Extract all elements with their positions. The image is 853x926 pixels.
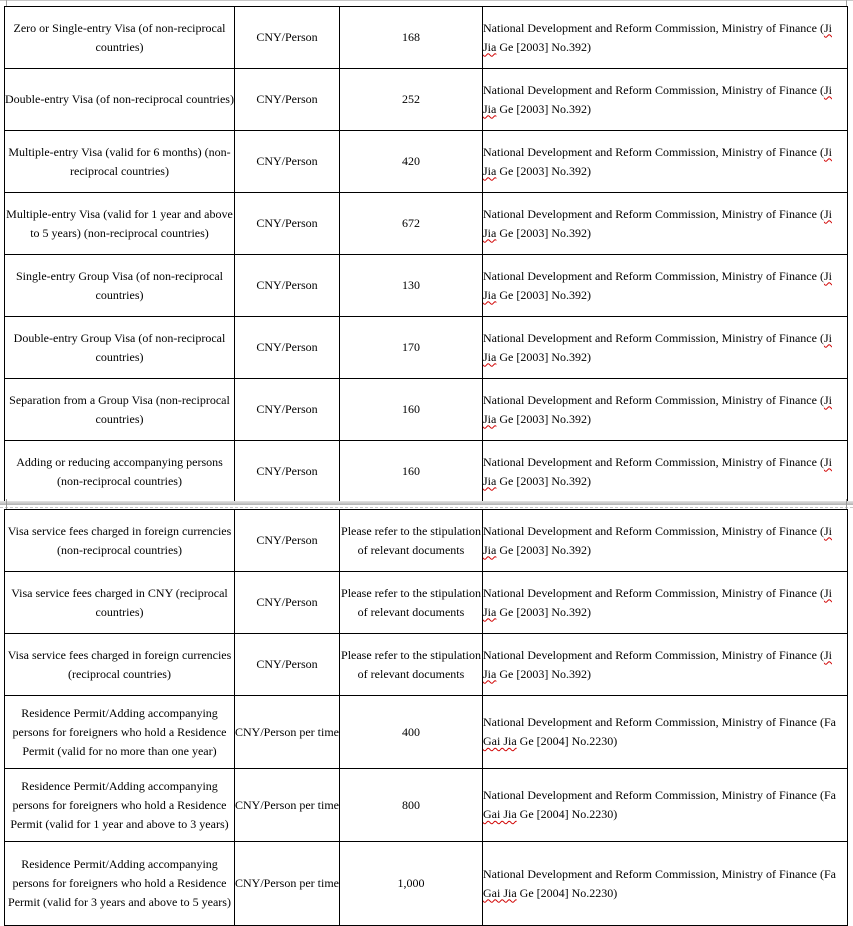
charge-unit-cell[interactable] bbox=[235, 131, 340, 193]
fee-item-cell[interactable] bbox=[5, 842, 235, 926]
fee-amount-text: 160 bbox=[402, 402, 420, 416]
fee-amount-text: 160 bbox=[402, 464, 420, 478]
basis-cell[interactable] bbox=[483, 255, 848, 317]
basis-cell[interactable] bbox=[483, 379, 848, 441]
spellcheck-flagged-text[interactable]: Ji Jia bbox=[483, 454, 832, 488]
table-row bbox=[5, 255, 848, 317]
basis-text-prefix: National Development and Reform Commission, Ministry of Finance ( bbox=[483, 330, 824, 345]
page-corner-mark-left bbox=[0, 499, 7, 509]
table-row bbox=[5, 634, 848, 696]
charge-unit-cell[interactable] bbox=[235, 634, 340, 696]
fee-item-text: Multiple-entry Visa (valid for 1 year and above to 5 years) (non-reciprocal countries) bbox=[6, 206, 233, 240]
basis-cell[interactable] bbox=[483, 317, 848, 379]
basis-cell[interactable] bbox=[483, 131, 848, 193]
fee-item-text: Zero or Single-entry Visa (of non-reciprocal countries) bbox=[13, 20, 226, 54]
fee-amount-cell[interactable] bbox=[340, 510, 483, 572]
charge-unit-text: CNY/Person bbox=[256, 595, 318, 609]
charge-unit-cell[interactable] bbox=[235, 379, 340, 441]
charge-unit-cell[interactable] bbox=[235, 769, 340, 842]
fee-item-text: Visa service fees charged in foreign currencies (non-reciprocal countries) bbox=[7, 523, 232, 557]
fee-amount-cell[interactable] bbox=[340, 572, 483, 634]
fee-item-cell[interactable] bbox=[5, 69, 235, 131]
charge-unit-text: CNY/Person per time bbox=[235, 797, 339, 812]
table-row bbox=[5, 7, 848, 69]
fee-item-cell[interactable] bbox=[5, 7, 235, 69]
page-break bbox=[0, 499, 853, 509]
table-row bbox=[5, 696, 848, 769]
charge-unit-text: CNY/Person bbox=[256, 154, 318, 168]
charge-unit-text: CNY/Person bbox=[256, 30, 318, 44]
table-row bbox=[5, 69, 848, 131]
basis-cell[interactable] bbox=[483, 510, 848, 572]
charge-unit-cell[interactable] bbox=[235, 7, 340, 69]
fee-item-text: Single-entry Group Visa (of non-reciprocal countries) bbox=[16, 268, 223, 302]
spellcheck-flagged-text[interactable]: Gai Jia bbox=[483, 734, 517, 748]
basis-cell[interactable] bbox=[483, 842, 848, 926]
fee-item-text: Visa service fees charged in foreign currencies (reciprocal countries) bbox=[7, 647, 232, 681]
basis-cell[interactable] bbox=[483, 7, 848, 69]
fee-amount-text: 400 bbox=[402, 724, 420, 739]
fee-item-cell[interactable] bbox=[5, 696, 235, 769]
table-row bbox=[5, 379, 848, 441]
fee-amount-text: 252 bbox=[402, 92, 420, 106]
fee-amount-text: Please refer to the stipulation of relevant documents bbox=[341, 523, 481, 557]
spellcheck-flagged-text[interactable]: Gai Jia bbox=[483, 807, 517, 821]
fee-item-cell[interactable] bbox=[5, 255, 235, 317]
basis-cell[interactable] bbox=[483, 769, 848, 842]
charge-unit-text: CNY/Person bbox=[256, 533, 318, 547]
table-row bbox=[5, 193, 848, 255]
spellcheck-flagged-text[interactable]: Ji Jia bbox=[483, 268, 832, 302]
fee-amount-cell[interactable] bbox=[340, 441, 483, 503]
basis-cell[interactable] bbox=[483, 634, 848, 696]
table-row bbox=[5, 510, 848, 572]
charge-unit-text: CNY/Person per time bbox=[235, 876, 339, 890]
fee-item-text: Separation from a Group Visa (non-reciprocal countries) bbox=[9, 392, 230, 426]
fee-amount-cell[interactable] bbox=[340, 696, 483, 769]
fee-amount-text: 420 bbox=[402, 154, 420, 168]
basis-cell[interactable] bbox=[483, 696, 848, 769]
basis-text-suffix: Ge [2003] No.392) bbox=[496, 163, 591, 178]
basis-text-suffix: Ge [2004] No.2230) bbox=[516, 885, 618, 900]
fee-item-cell[interactable] bbox=[5, 379, 235, 441]
fee-amount-text: 168 bbox=[402, 30, 420, 44]
fee-item-text: Adding or reducing accompanying persons (non-reciprocal countries) bbox=[16, 454, 223, 488]
charge-unit-cell[interactable] bbox=[235, 255, 340, 317]
basis-text-suffix: Ge [2004] No.2230) bbox=[516, 807, 618, 821]
fee-item-cell[interactable] bbox=[5, 510, 235, 572]
fee-item-cell[interactable] bbox=[5, 634, 235, 696]
basis-text-prefix: National Development and Reform Commission, Ministry of Finance ( bbox=[483, 144, 824, 159]
charge-unit-cell[interactable] bbox=[235, 842, 340, 926]
basis-text-suffix: Ge [2003] No.392) bbox=[496, 225, 591, 240]
basis-text-suffix: Ge [2003] No.392) bbox=[496, 666, 591, 681]
table-row bbox=[5, 317, 848, 379]
fee-item-text: Residence Permit/Adding accompanying persons for foreigners who hold a Residence Permit (valid for no more than one year) bbox=[12, 705, 227, 758]
charge-unit-text: CNY/Person bbox=[256, 92, 318, 106]
fee-item-cell[interactable] bbox=[5, 193, 235, 255]
fee-item-text: Double-entry Visa (of non-reciprocal countries) bbox=[5, 92, 234, 106]
charge-unit-cell[interactable] bbox=[235, 69, 340, 131]
charge-unit-text: CNY/Person bbox=[256, 464, 318, 478]
fee-item-cell[interactable] bbox=[5, 441, 235, 503]
basis-text-suffix: Ge [2003] No.392) bbox=[496, 604, 591, 619]
fee-amount-text: Please refer to the stipulation of relevant documents bbox=[341, 647, 481, 681]
basis-text-suffix: Ge [2003] No.392) bbox=[496, 101, 591, 116]
fee-item-text: Multiple-entry Visa (valid for 6 months) (non-reciprocal countries) bbox=[8, 144, 231, 178]
table-row bbox=[5, 441, 848, 503]
fee-amount-cell[interactable] bbox=[340, 769, 483, 842]
charge-unit-cell[interactable] bbox=[235, 696, 340, 769]
spellcheck-flagged-text[interactable]: Ji Jia bbox=[483, 206, 832, 240]
basis-text-prefix: National Development and Reform Commission, Ministry of Finance ( bbox=[483, 454, 824, 469]
basis-text-prefix: National Development and Reform Commission, Ministry of Finance ( bbox=[483, 82, 824, 97]
basis-text-prefix: National Development and Reform Commission, Ministry of Finance (Fa bbox=[483, 866, 836, 881]
basis-text-prefix: National Development and Reform Commission, Ministry of Finance ( bbox=[483, 523, 824, 538]
basis-text-suffix: Ge [2003] No.392) bbox=[496, 473, 591, 488]
spellcheck-flagged-text[interactable]: Ji Jia bbox=[483, 523, 832, 557]
fee-table-page-2 bbox=[4, 509, 848, 926]
fee-item-cell[interactable] bbox=[5, 572, 235, 634]
basis-text-prefix: National Development and Reform Commission, Ministry of Finance ( bbox=[483, 647, 824, 662]
page-corner-mark-right bbox=[846, 499, 853, 509]
charge-unit-cell[interactable] bbox=[235, 441, 340, 503]
basis-text-prefix: National Development and Reform Commission, Ministry of Finance ( bbox=[483, 268, 824, 283]
charge-unit-text: CNY/Person bbox=[256, 402, 318, 416]
charge-unit-text: CNY/Person bbox=[256, 340, 318, 354]
charge-unit-text: CNY/Person bbox=[256, 216, 318, 230]
basis-cell[interactable] bbox=[483, 69, 848, 131]
spellcheck-flagged-text[interactable]: Gai Jia bbox=[483, 885, 517, 900]
fee-amount-text: 1,000 bbox=[397, 876, 425, 890]
charge-unit-cell[interactable] bbox=[235, 193, 340, 255]
spellcheck-flagged-text[interactable]: Ji Jia bbox=[483, 144, 832, 178]
table-row bbox=[5, 842, 848, 926]
basis-cell[interactable] bbox=[483, 193, 848, 255]
fee-item-text: Double-entry Group Visa (of non-reciprocal countries) bbox=[13, 330, 226, 364]
spellcheck-flagged-text[interactable]: Ji Jia bbox=[483, 585, 832, 619]
fee-item-text: Residence Permit/Adding accompanying persons for foreigners who hold a Residence Permit (valid for 3 years and above to 5 years) bbox=[8, 857, 231, 909]
table-row bbox=[5, 131, 848, 193]
basis-text-prefix: National Development and Reform Commission, Ministry of Finance ( bbox=[483, 585, 824, 600]
basis-text-suffix: Ge [2003] No.392) bbox=[496, 411, 591, 426]
basis-text-suffix: Ge [2004] No.2230) bbox=[516, 734, 618, 748]
fee-amount-cell[interactable] bbox=[340, 7, 483, 69]
fee-item-cell[interactable] bbox=[5, 317, 235, 379]
charge-unit-cell[interactable] bbox=[235, 572, 340, 634]
spellcheck-flagged-text[interactable]: Ji Jia bbox=[483, 82, 832, 116]
spellcheck-flagged-text[interactable]: Ji Jia bbox=[483, 647, 832, 681]
basis-text-suffix: Ge [2003] No.392) bbox=[496, 287, 591, 302]
fee-item-text: Residence Permit/Adding accompanying persons for foreigners who hold a Residence Permit (valid for 1 year and above to 3 years) bbox=[10, 778, 229, 831]
charge-unit-cell[interactable] bbox=[235, 317, 340, 379]
basis-text-prefix: National Development and Reform Commission, Ministry of Finance ( bbox=[483, 20, 824, 35]
fee-amount-cell[interactable] bbox=[340, 842, 483, 926]
table-row bbox=[5, 572, 848, 634]
charge-unit-text: CNY/Person bbox=[256, 657, 318, 671]
charge-unit-text: CNY/Person per time bbox=[235, 724, 339, 739]
basis-text-suffix: Ge [2003] No.392) bbox=[496, 349, 591, 364]
fee-amount-cell[interactable] bbox=[340, 193, 483, 255]
basis-cell[interactable] bbox=[483, 441, 848, 503]
fee-amount-text: 130 bbox=[402, 278, 420, 292]
page-top-edge bbox=[0, 0, 853, 1]
fee-amount-text: 170 bbox=[402, 340, 420, 354]
page-break-dashed-line bbox=[0, 507, 853, 508]
fee-amount-cell[interactable] bbox=[340, 634, 483, 696]
fee-amount-cell[interactable] bbox=[340, 131, 483, 193]
fee-amount-text: 800 bbox=[402, 797, 420, 812]
fee-item-cell[interactable] bbox=[5, 131, 235, 193]
basis-text-prefix: National Development and Reform Commission, Ministry of Finance (Fa bbox=[483, 715, 836, 729]
basis-text-suffix: Ge [2003] No.392) bbox=[496, 39, 591, 54]
page-break-bar bbox=[0, 501, 853, 505]
table-row bbox=[5, 769, 848, 842]
spellcheck-flagged-text[interactable]: Ji Jia bbox=[483, 392, 832, 426]
fee-item-text: Visa service fees charged in CNY (reciprocal countries) bbox=[11, 585, 228, 619]
fee-amount-cell[interactable] bbox=[340, 379, 483, 441]
charge-unit-cell[interactable] bbox=[235, 510, 340, 572]
fee-item-cell[interactable] bbox=[5, 769, 235, 842]
spellcheck-flagged-text[interactable]: Ji Jia bbox=[483, 20, 832, 54]
fee-amount-cell[interactable] bbox=[340, 69, 483, 131]
fee-amount-cell[interactable] bbox=[340, 255, 483, 317]
basis-text-prefix: National Development and Reform Commission, Ministry of Finance ( bbox=[483, 392, 824, 407]
spellcheck-flagged-text[interactable]: Ji Jia bbox=[483, 330, 832, 364]
basis-text-prefix: National Development and Reform Commission, Ministry of Finance ( bbox=[483, 206, 824, 221]
fee-amount-text: Please refer to the stipulation of relevant documents bbox=[341, 585, 481, 619]
basis-cell[interactable] bbox=[483, 572, 848, 634]
basis-text-prefix: National Development and Reform Commission, Ministry of Finance (Fa bbox=[483, 788, 836, 802]
fee-table-page-1 bbox=[4, 6, 848, 503]
fee-amount-text: 672 bbox=[402, 216, 420, 230]
fee-amount-cell[interactable] bbox=[340, 317, 483, 379]
charge-unit-text: CNY/Person bbox=[256, 278, 318, 292]
basis-text-suffix: Ge [2003] No.392) bbox=[496, 542, 591, 557]
